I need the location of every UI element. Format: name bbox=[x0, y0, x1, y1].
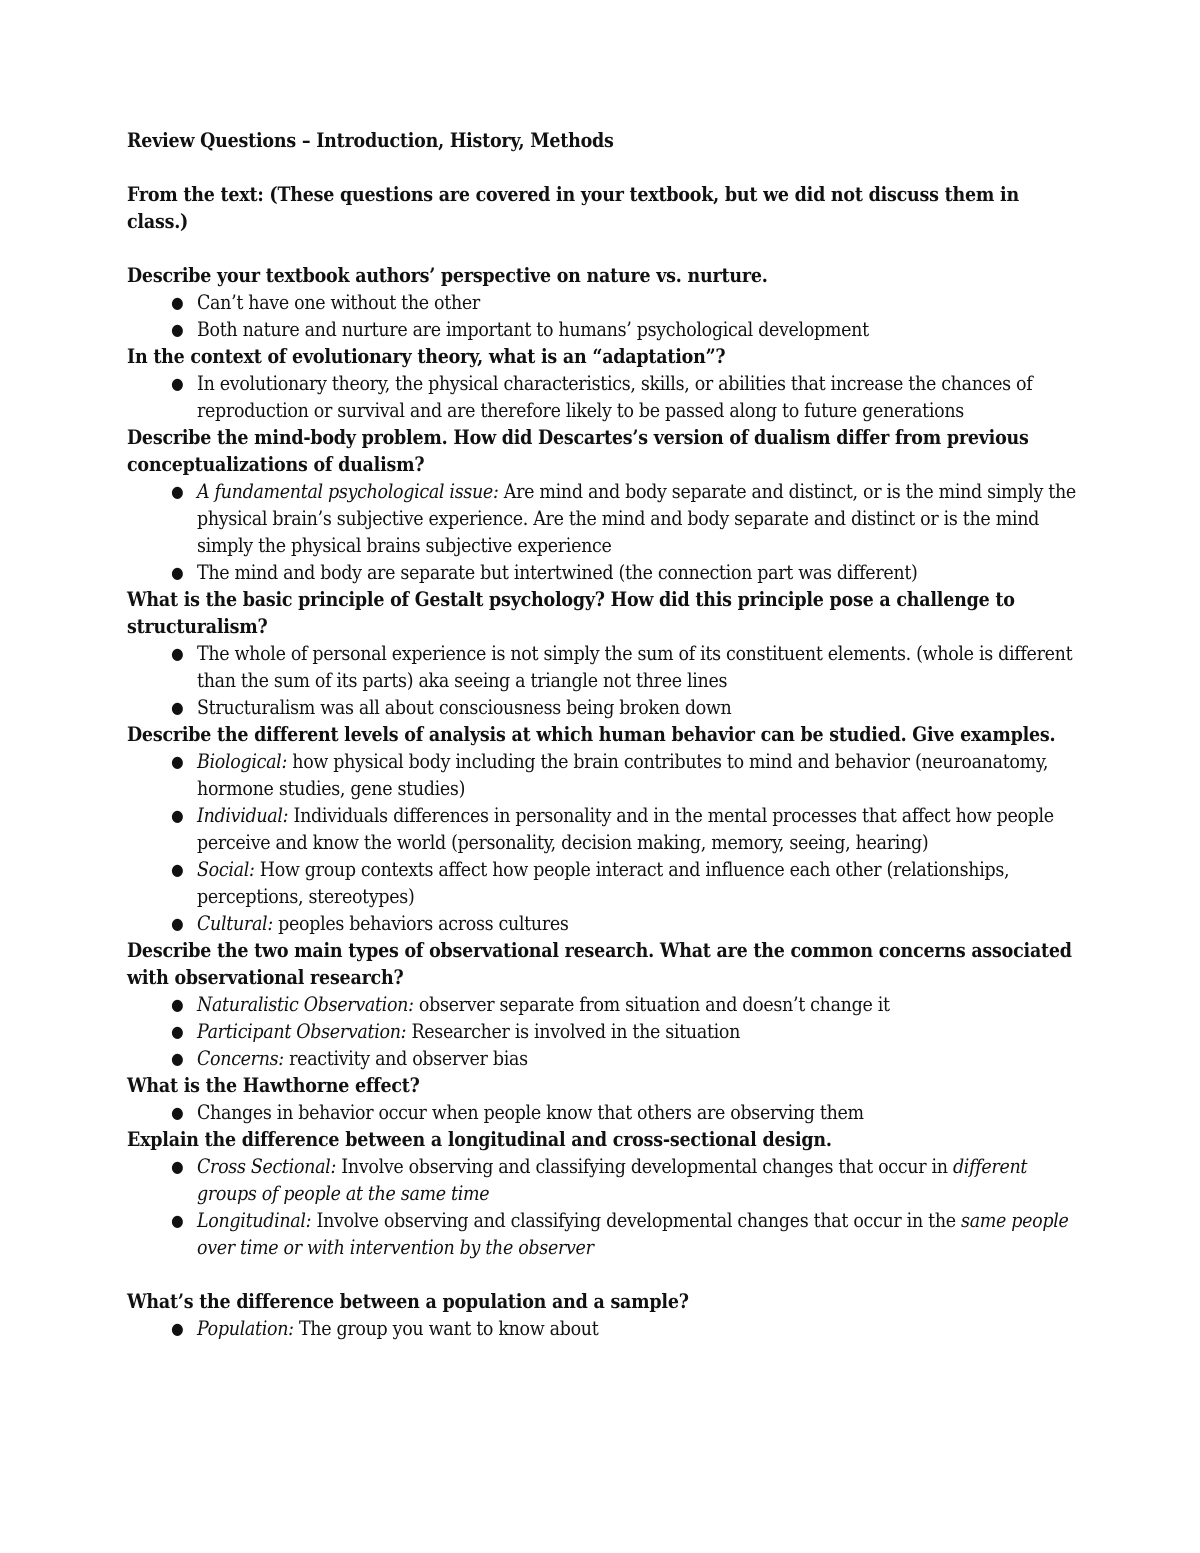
answer-text: The whole of personal experience is not simply the sum of its constituent elements. (whole is different than the sum of its parts) aka seeing a triangle not three lines bbox=[197, 642, 1073, 692]
answer-label: Population: bbox=[197, 1317, 294, 1340]
answer-list bbox=[127, 991, 1077, 1072]
question-heading: What’s the difference between a population and a sample? bbox=[127, 1290, 689, 1313]
bullet-icon: ● bbox=[171, 1049, 184, 1068]
answer-text: The group you want to know about bbox=[293, 1317, 599, 1340]
question-heading: Explain the difference between a longitudinal and cross-sectional design. bbox=[127, 1128, 832, 1151]
bullet-icon: ● bbox=[171, 644, 184, 663]
question-heading: What is the Hawthorne effect? bbox=[127, 1074, 420, 1097]
answer-label: Longitudinal: bbox=[197, 1209, 312, 1232]
answer-item bbox=[127, 991, 1077, 1018]
answer-item bbox=[127, 289, 1077, 316]
document-page bbox=[127, 127, 1077, 1342]
answer-list bbox=[127, 370, 1077, 424]
bullet-icon: ● bbox=[171, 806, 184, 825]
answer-emphasis: same people over time or with intervention by the observer bbox=[197, 1209, 1069, 1259]
answer-text: In evolutionary theory, the physical characteristics, skills, or abilities that increase the chances of reproduction or survival and are therefore likely to be passed along to future generations bbox=[197, 372, 1033, 422]
answer-item bbox=[127, 1099, 1077, 1126]
answer-text: Are mind and body separate and distinct, or is the mind simply the physical brain’s subjective experience. Are the mind and body separate and distinct or is the mind simply the physical brains subjective experience bbox=[197, 480, 1076, 557]
answer-item bbox=[127, 1153, 1077, 1207]
question-list bbox=[127, 262, 1077, 1342]
bullet-icon: ● bbox=[171, 698, 184, 717]
intro-paragraph: From the text: (These questions are covered in your textbook, but we did not discuss them in class.) bbox=[127, 183, 1019, 233]
answer-text: How group contexts affect how people interact and influence each other (relationships, perceptions, stereotypes) bbox=[197, 858, 1010, 908]
answer-label: Cross Sectional: bbox=[197, 1155, 337, 1178]
bullet-icon: ● bbox=[171, 374, 184, 393]
answer-text: reactivity and observer bias bbox=[283, 1047, 528, 1070]
answer-text: Researcher is involved in the situation bbox=[406, 1020, 741, 1043]
answer-label: Concerns: bbox=[197, 1047, 284, 1070]
answer-text: Involve observing and classifying developmental changes that occur in the bbox=[311, 1209, 962, 1232]
question-heading: Describe the two main types of observational research. What are the common concerns associated with observational research? bbox=[127, 939, 1072, 989]
answer-list bbox=[127, 289, 1077, 343]
answer-text: peoples behaviors across cultures bbox=[272, 912, 569, 935]
answer-label: Naturalistic Observation: bbox=[197, 993, 414, 1016]
answer-text: Both nature and nurture are important to humans’ psychological development bbox=[197, 318, 869, 341]
answer-label: A fundamental psychological issue: bbox=[197, 480, 499, 503]
bullet-icon: ● bbox=[171, 293, 184, 312]
answer-list bbox=[127, 640, 1077, 721]
answer-text: Can’t have one without the other bbox=[197, 291, 480, 314]
answer-text: how physical body including the brain contributes to mind and behavior (neuroanatomy, hormone studies, gene studies) bbox=[197, 750, 1049, 800]
bullet-icon: ● bbox=[171, 1103, 184, 1122]
answer-text: observer separate from situation and doesn’t change it bbox=[413, 993, 890, 1016]
bullet-icon: ● bbox=[171, 752, 184, 771]
answer-item bbox=[127, 802, 1077, 856]
answer-item bbox=[127, 748, 1077, 802]
answer-text: Involve observing and classifying developmental changes that occur in bbox=[336, 1155, 953, 1178]
bullet-icon: ● bbox=[171, 1319, 184, 1338]
question-heading: In the context of evolutionary theory, what is an “adaptation”? bbox=[127, 345, 726, 368]
answer-emphasis: different groups of people at the same time bbox=[197, 1155, 1028, 1205]
answer-item bbox=[127, 559, 1077, 586]
answer-item bbox=[127, 478, 1077, 559]
answer-item bbox=[127, 1207, 1077, 1261]
answer-list bbox=[127, 748, 1077, 937]
answer-label: Participant Observation: bbox=[197, 1020, 407, 1043]
answer-item bbox=[127, 1315, 1077, 1342]
answer-list bbox=[127, 1099, 1077, 1126]
answer-text: Changes in behavior occur when people know that others are observing them bbox=[197, 1101, 864, 1124]
answer-label: Cultural: bbox=[197, 912, 273, 935]
bullet-icon: ● bbox=[171, 1157, 184, 1176]
answer-list bbox=[127, 1315, 1077, 1342]
answer-item bbox=[127, 694, 1077, 721]
answer-item bbox=[127, 1045, 1077, 1072]
bullet-icon: ● bbox=[171, 914, 184, 933]
answer-item bbox=[127, 1018, 1077, 1045]
question-heading: Describe the different levels of analysis at which human behavior can be studied. Give examples. bbox=[127, 723, 1056, 746]
answer-label: Individual: bbox=[197, 804, 289, 827]
answer-item bbox=[127, 316, 1077, 343]
answer-text: The mind and body are separate but intertwined (the connection part was different) bbox=[197, 561, 918, 584]
answer-item bbox=[127, 640, 1077, 694]
answer-item bbox=[127, 370, 1077, 424]
blank-line bbox=[127, 1261, 1077, 1288]
bullet-icon: ● bbox=[171, 482, 184, 501]
answer-item bbox=[127, 856, 1077, 910]
bullet-icon: ● bbox=[171, 563, 184, 582]
question-heading: What is the basic principle of Gestalt psychology? How did this principle pose a challenge to structuralism? bbox=[127, 588, 1015, 638]
answer-text: Structuralism was all about consciousness being broken down bbox=[197, 696, 732, 719]
answer-list bbox=[127, 1153, 1077, 1261]
document-title: Review Questions – Introduction, History, Methods bbox=[127, 129, 614, 152]
question-heading: Describe the mind-body problem. How did Descartes’s version of dualism differ from previous conceptualizations of dualism? bbox=[127, 426, 1029, 476]
bullet-icon: ● bbox=[171, 320, 184, 339]
answer-list bbox=[127, 478, 1077, 586]
answer-label: Biological: bbox=[197, 750, 288, 773]
bullet-icon: ● bbox=[171, 1022, 184, 1041]
answer-item bbox=[127, 910, 1077, 937]
answer-text: Individuals differences in personality and in the mental processes that affect how people perceive and know the world (personality, decision making, memory, seeing, hearing) bbox=[197, 804, 1054, 854]
bullet-icon: ● bbox=[171, 860, 184, 879]
bullet-icon: ● bbox=[171, 995, 184, 1014]
bullet-icon: ● bbox=[171, 1211, 184, 1230]
answer-label: Social: bbox=[197, 858, 255, 881]
question-heading: Describe your textbook authors’ perspective on nature vs. nurture. bbox=[127, 264, 768, 287]
